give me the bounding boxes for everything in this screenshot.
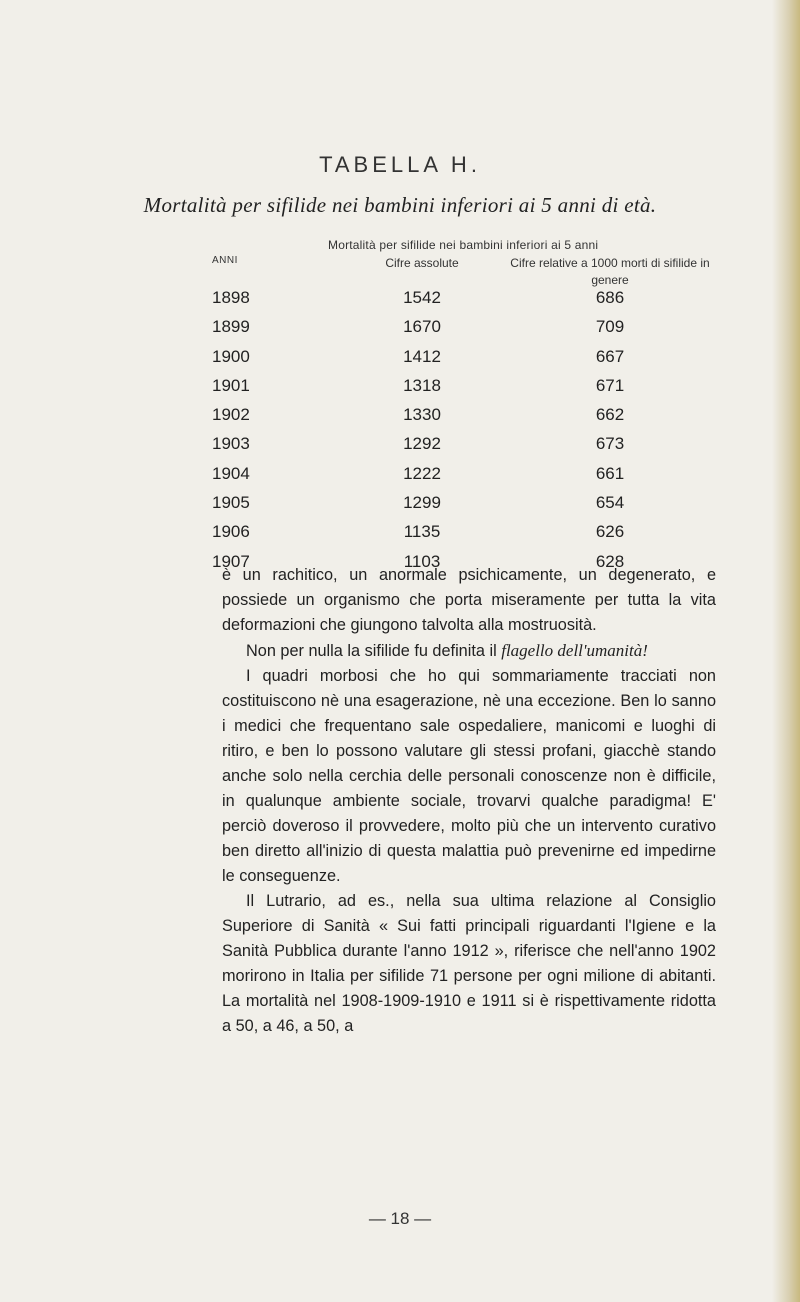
cell-relative: 686 <box>595 288 625 307</box>
cell-year: 1906 <box>212 522 250 542</box>
cell-year: 1902 <box>212 405 250 425</box>
table-body <box>0 288 800 581</box>
table-row <box>0 376 800 405</box>
header-year: ANNI <box>212 255 238 266</box>
cell-year: 1898 <box>212 288 250 307</box>
paragraph: Il Lutrario, ad es., nella sua ultima relazione al Consiglio Superiore di Sanità « Sui fatti principali riguardanti l'Igiene e la Sanità Pubblica durante l'anno 1912 », riferisce che nell'anno 1902 morirono in Italia per sifilide 71 persone per ogni milione di abitanti. La mortalità nel 1908-1909-1910 e 1911 si è rispettivamente ridotta a 50, a 46, a 50, a <box>222 892 716 1035</box>
cell-absolute: 1222 <box>403 463 441 483</box>
cell-year: 1903 <box>212 434 250 454</box>
cell-year: 1907 <box>212 551 250 571</box>
italic-quote: flagello dell'umanità! <box>501 641 648 660</box>
cell-relative: 667 <box>595 346 625 366</box>
page-number: — 18 — <box>368 1209 432 1228</box>
table-row <box>0 347 800 376</box>
cell-absolute: 1103 <box>403 551 441 571</box>
cell-year: 1905 <box>212 493 250 513</box>
paragraph <box>222 638 716 664</box>
table-row <box>0 288 800 317</box>
header-relative: Cifre relative a 1000 morti di sifilide in genere <box>510 256 710 287</box>
cell-absolute: 1412 <box>403 346 441 366</box>
table-row <box>0 464 800 493</box>
paragraph-text: Non per nulla la sifilide fu definita il <box>246 642 502 660</box>
cell-absolute: 1292 <box>403 434 441 454</box>
table-row <box>0 317 800 346</box>
cell-relative: 671 <box>595 375 625 395</box>
cell-relative: 661 <box>595 463 625 483</box>
cell-relative: 662 <box>595 405 625 425</box>
header-group-label: Mortalità per sifilide nei bambini inferiori ai 5 anni <box>328 238 599 252</box>
cell-absolute: 1330 <box>403 405 441 425</box>
cell-relative: 654 <box>595 493 625 513</box>
table-row <box>0 434 800 463</box>
body-text <box>222 563 716 1039</box>
table-row <box>0 405 800 434</box>
cell-year: 1901 <box>212 375 250 395</box>
paragraph: I quadri morbosi che ho qui sommariamente tracciati non costituiscono nè una esagerazione, nè una eccezione. Ben lo sanno i medici che frequentano sale ospedaliere, manicomi e luoghi di ritiro, e ben lo possono valutare gli stessi profani, giacchè stando anche solo nella cerchia delle personali conoscenze non è difficile, in qualunque ambiente sociale, trovarvi qualche paradigma! E' perciò doveroso il provvedere, molto più che un intervento curativo ben diretto all'inizio di questa malattia può prevenirne ed impedirne le conseguenze. <box>222 667 716 885</box>
cell-absolute: 1299 <box>403 493 441 513</box>
table-title: TABELLA H. <box>319 152 481 177</box>
cell-relative: 626 <box>595 522 625 542</box>
cell-absolute: 1670 <box>403 317 441 337</box>
table-row <box>0 522 800 551</box>
table-caption: Mortalità per sifilide nei bambini inferiori ai 5 anni di età. <box>143 193 657 217</box>
table-row <box>0 493 800 522</box>
cell-absolute: 1318 <box>403 375 441 395</box>
cell-absolute: 1542 <box>403 288 441 307</box>
header-absolute: Cifre assolute <box>385 256 459 270</box>
cell-year: 1904 <box>212 463 250 483</box>
cell-year: 1900 <box>212 346 250 366</box>
paragraph: è un rachitico, un anormale psichicamente, un degenerato, e possiede un organismo che porta miseramente per tutta la vita deformazioni che giungono talvolta alla mostruosità. <box>222 566 716 634</box>
cell-relative: 709 <box>595 317 625 337</box>
cell-year: 1899 <box>212 317 250 337</box>
cell-relative: 673 <box>595 434 625 454</box>
cell-absolute: 1135 <box>403 522 441 542</box>
cell-relative: 628 <box>595 551 625 571</box>
